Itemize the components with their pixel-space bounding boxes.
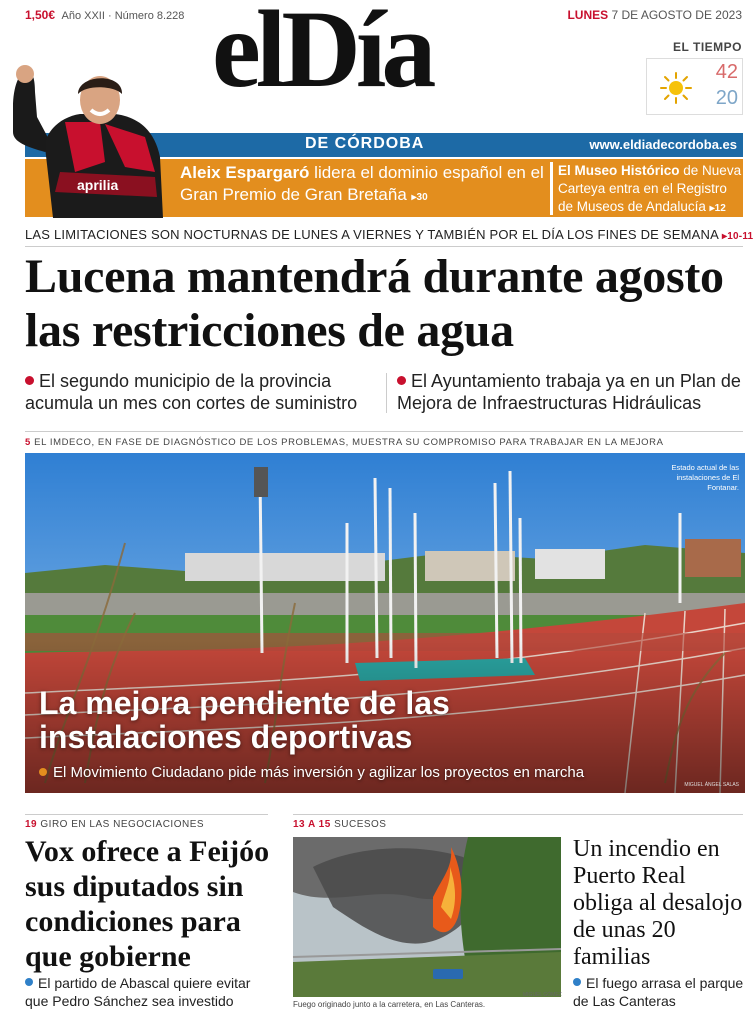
newspaper-logo[interactable]: elDía [212,0,432,110]
weather-title: EL TIEMPO [673,40,742,54]
fire-kicker: 13 A 15 SUCESOS [293,819,387,830]
divider [25,814,268,815]
temp-max: 42 [715,61,738,83]
main-subhead-1: El segundo municipio de la provincia acumula un mes con cortes de suministro [25,371,358,413]
main-kicker-pages: 10-11 [727,231,753,242]
vox-kicker-page: 19 [25,819,38,830]
fire-subhead: El fuego arrasa el parque de Las Canteras [573,975,744,1009]
page-ref: ▸30 [411,192,428,203]
photo-subtitle: El Movimiento Ciudadano pide más inversión y agilizar los proyectos en marcha [39,764,584,781]
edition-name: DE CÓRDOBA [305,135,425,152]
teaser-sports[interactable] [180,162,550,209]
teaser-sports-bold: Aleix Espargaró [180,163,310,182]
fire-illustration [293,837,561,997]
photo-credit: MIGUEL ÁNGEL SALAS [684,782,739,788]
page-ref: ▸12 [709,203,726,214]
athlete-photo[interactable] [5,62,165,218]
website-link[interactable]: www.eldiadecordoba.es [589,137,737,152]
photo-caption: Estado actual de las instalaciones de El Fontanar. [671,463,739,492]
vox-headline[interactable]: Vox ofrece a Feijóo sus diputados sin condiciones para que gobierne [25,835,270,973]
fire-headline[interactable]: Un incendio en Puerto Real obliga al desalojo de unas 20 familias [573,836,743,970]
stadium-photo[interactable] [25,453,745,793]
photo-kicker: 5 EL IMDECO, EN FASE DE DIAGNÓSTICO DE LOS PROBLEMAS, MUESTRA SU COMPROMISO PARA TRABAJAR EN LA MEJORA [25,437,664,448]
teaser-sports-text: lidera el dominio español en el Gran Premio de Gran Bretaña [180,163,544,204]
price: 1,50€ [25,8,56,22]
divider [386,373,387,413]
weather-widget [646,58,743,115]
bullet-icon [25,978,33,986]
teaser-museum-text: de Nueva Carteya entra en el Registro de Museos de Andalucía [558,163,742,214]
temp-min: 20 [715,87,738,109]
fire-photo-credit: MIGUEL GÓMEZ [523,992,562,998]
photo-kicker-page: 5 [25,437,31,448]
weekday: LUNES [567,8,609,22]
issue-meta: 1,50€ Año XXII · Número 8.228 [25,8,185,22]
main-kicker: LAS LIMITACIONES SON NOCTURNAS DE LUNES A VIERNES Y TAMBIÉN POR EL DÍA LOS FINES DE SEMANA ▸10-11 [25,227,753,242]
vox-kicker: 19 GIRO EN LAS NEGOCIACIONES [25,819,205,830]
bullet-icon [25,376,34,385]
fire-photo[interactable] [293,837,561,997]
fire-kicker-page: 13 A 15 [293,819,331,830]
year: Año XXII [61,10,105,22]
issue-date [567,8,742,22]
main-subhead-2: El Ayuntamiento trabaja ya en un Plan de Mejora de Infraestructuras Hidráulicas [397,371,741,413]
divider [25,431,743,432]
issue-number: Número 8.228 [114,10,185,22]
sun-icon [659,71,693,105]
bullet-icon [39,768,47,776]
fire-photo-caption: Fuego originado junto a la carretera, en Las Canteras. [293,1000,486,1009]
photo-headline[interactable]: La mejora pendiente de las instalaciones deportivas [39,685,450,755]
date: 7 DE AGOSTO DE 2023 [611,8,742,22]
divider [293,814,743,815]
vox-subhead: El partido de Abascal quiere evitar que Pedro Sánchez sea investido [25,975,251,1009]
svg-text:aprilia: aprilia [77,177,119,193]
bullet-icon [397,376,406,385]
main-headline[interactable]: Lucena mantendrá durante agosto las restricciones de agua [25,250,724,357]
divider [25,246,743,247]
teaser-museum-bold: El Museo Histórico [558,163,680,178]
bullet-icon [573,978,581,986]
teaser-museum[interactable] [550,162,743,215]
